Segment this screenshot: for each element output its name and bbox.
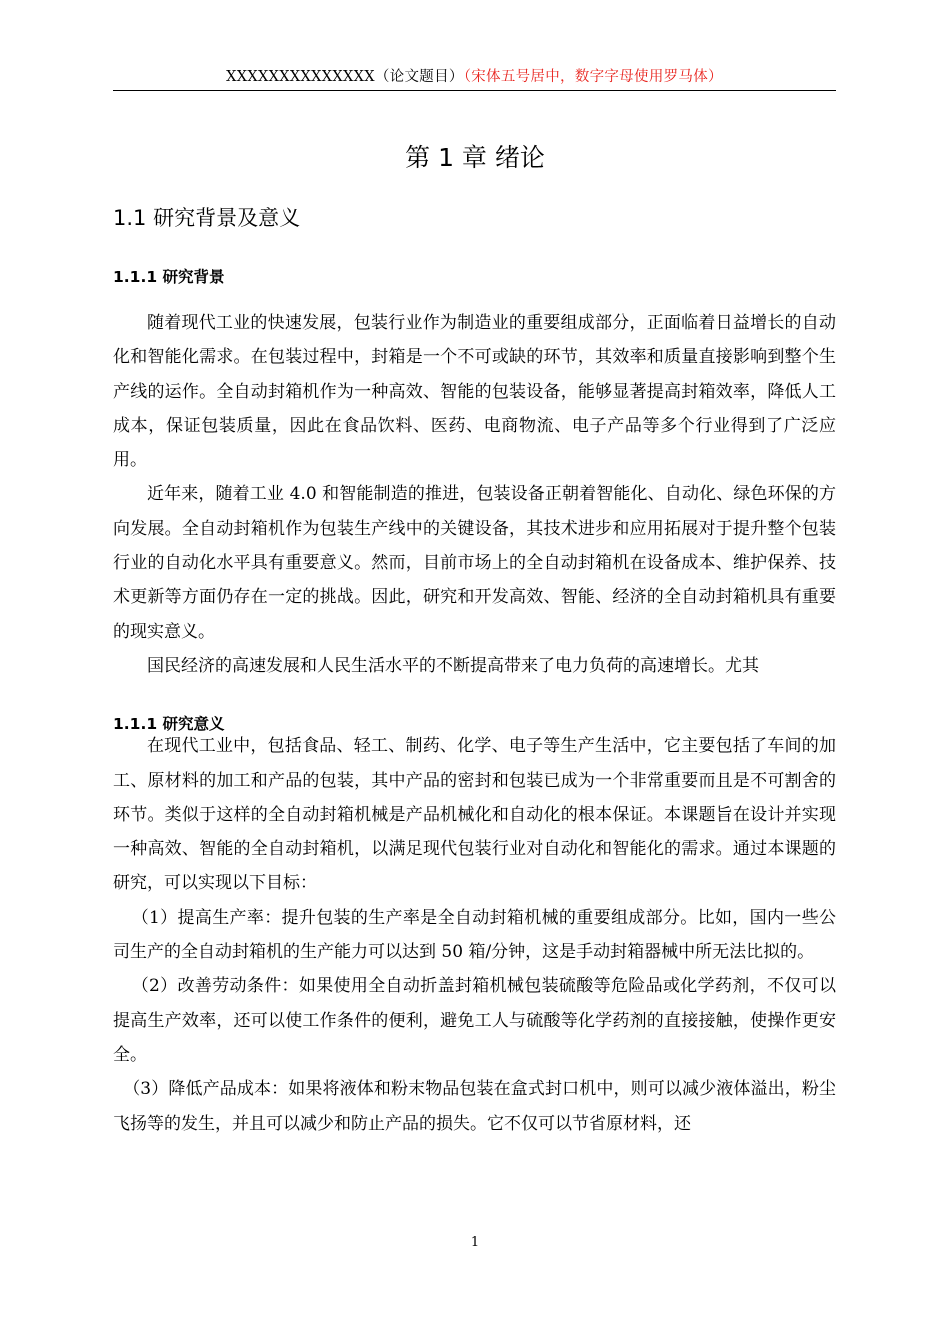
page-number: 1: [470, 1235, 480, 1250]
paragraph: 在现代工业中，包括食品、轻工、制药、化学、电子等生产生活中，它主要包括了车间的加工、原材料的加工和产品的包装，其中产品的密封和包装已成为一个非常重要而且是不可割舍的环节。类似于这样的全自动封箱机械是产品机械化和自动化的根本保证。本课题旨在设计并实现一种高效、智能的全自动封箱机，以满足现代包装行业对自动化和智能化的需求。通过本课题的研究，可以实现以下目标：: [113, 736, 836, 894]
paragraph: 国民经济的高速发展和人民生活水平的不断提高带来了电力负荷的高速增长。尤其: [147, 655, 759, 676]
paragraph: 近年来，随着工业 4.0 和智能制造的推进，包装设备正朝着智能化、自动化、绿色环保的方向发展。全自动封箱机作为包装生产线中的关键设备，其技术进步和应用拓展对于提升整个包装行业的自动化水平具有重要意义。然而，目前市场上的全自动封箱机在设备成本、维护保养、技术更新等方面仍存在一定的挑战。因此，研究和开发高效、智能、经济的全自动封箱机具有重要的现实意义。: [113, 484, 836, 642]
subsection-heading-background: 1.1.1 研究背景: [113, 268, 225, 286]
header-format-note: （宋体五号居中，数字字母使用罗马体）: [463, 69, 723, 85]
list-paragraph: （2）改善劳动条件：如果使用全自动折盖封箱机械包装硫酸等危险品或化学药剂，不仅可以提高生产效率，还可以使工作条件的便利，避免工人与硫酸等化学药剂的直接接触，使操作更安全。: [113, 976, 836, 1065]
section-heading: 1.1 研究背景及意义: [113, 206, 301, 230]
list-paragraph: （1）提高生产率：提升包装的生产率是全自动封箱机械的重要组成部分。比如，国内一些公司生产的全自动封箱机的生产能力可以达到 50 箱/分钟，这是手动封箱器械中所无法比拟的。: [113, 907, 836, 963]
header-title: XXXXXXXXXXXXXX（论文题目）: [226, 69, 464, 85]
paragraph: 随着现代工业的快速发展，包装行业作为制造业的重要组成部分，正面临着日益增长的自动化和智能化需求。在包装过程中，封箱是一个不可或缺的环节，其效率和质量直接影响到整个生产线的运作。全自动封箱机作为一种高效、智能的包装设备，能够显著提高封箱效率，降低人工成本，保证包装质量，因此在食品饮料、医药、电商物流、电子产品等多个行业得到了广泛应用。: [113, 313, 836, 471]
page-header: [113, 66, 836, 91]
chapter-title: 第 1 章 绪论: [405, 143, 545, 172]
list-paragraph: （3）降低产品成本：如果将液体和粉末物品包装在盒式封口机中，则可以减少液体溢出，粉尘飞扬等的发生，并且可以减少和防止产品的损失。它不仅可以节省原材料，还: [113, 1079, 836, 1134]
subsection-heading-significance: 1.1.1 研究意义: [113, 715, 225, 733]
